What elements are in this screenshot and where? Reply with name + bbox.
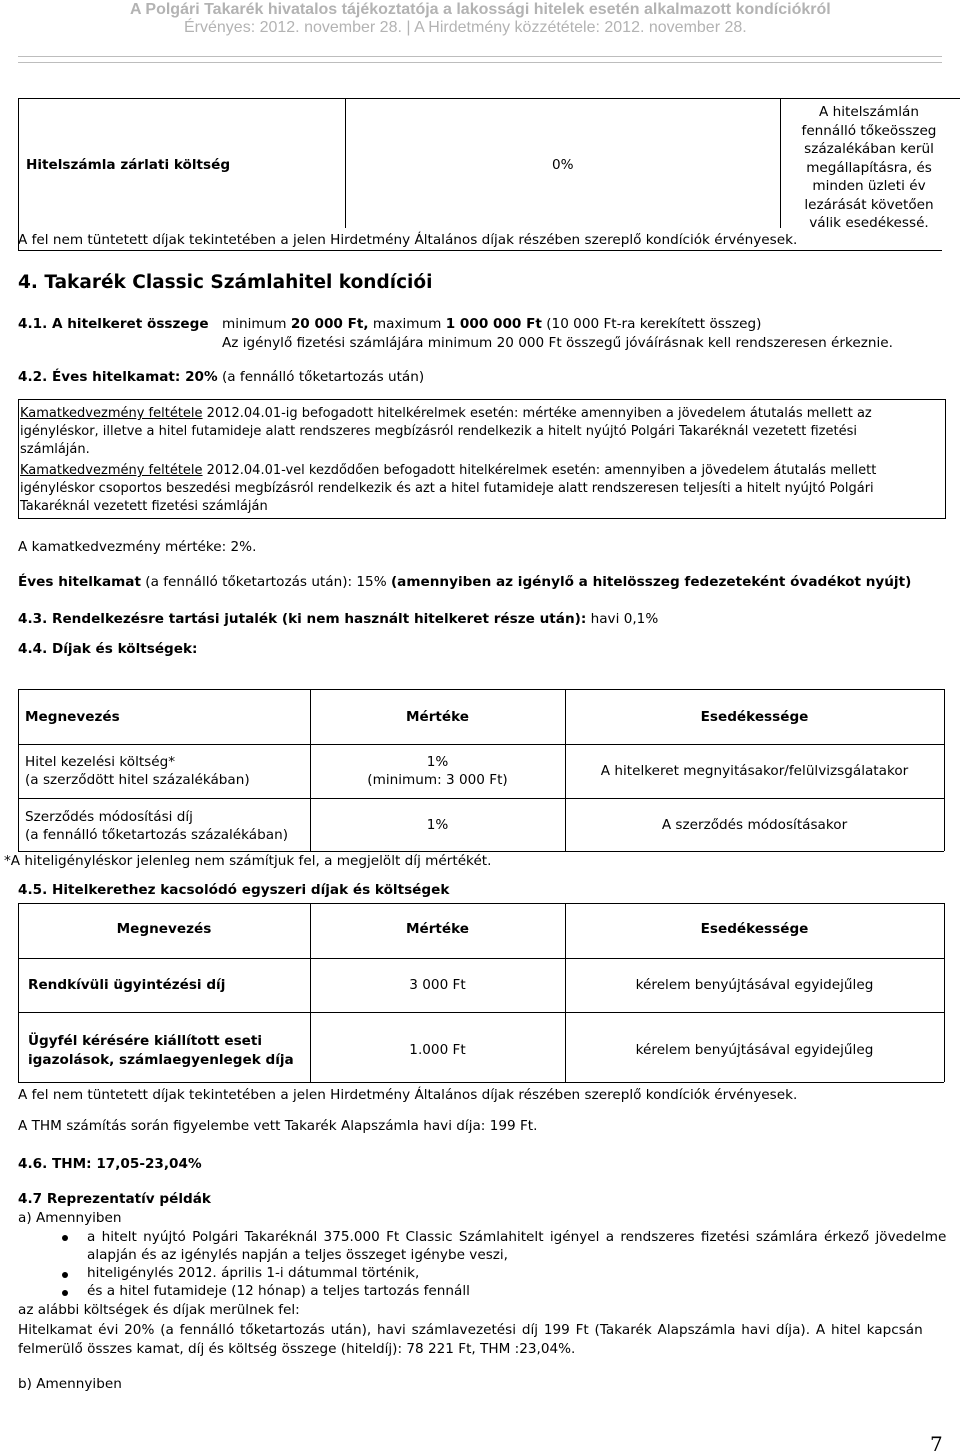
one-off-row-2-rate: 1.000 Ft <box>409 1042 466 1058</box>
discount-condition-1: Kamatkedvezmény feltétele 2012.04.01-ig befogadott hitelkérelmek esetén: mértéke amennyiben a jövedelem átutalás mellett az igényléskor, illetve a hitel futamideje alatt rendszeres megbízásról rendelkezik a hitelt nyújtó Polgári Takaréknál vezetett fizetési számláján. <box>20 406 872 457</box>
one-off-table-row-divider <box>18 1012 944 1013</box>
fee-row-1-due: A hitelkeret megnyitásakor/felülvizsgálatakor <box>600 763 909 779</box>
one-off-table-header-bottom <box>18 958 944 959</box>
fees-table-row-divider <box>18 798 944 799</box>
one-off-header-rate: Mértéke <box>405 921 470 937</box>
header-rule-2 <box>18 62 942 63</box>
one-off-header-name: Megnevezés <box>116 921 212 937</box>
general-fees-note-2: A fel nem tüntetett díjak tekintetében a jelen Hirdetmény Általános díjak részében szereplő kondíciók érvényesek. <box>18 1087 798 1103</box>
one-off-fees-title: 4.5. Hitelkerethez kacsolódó egyszeri díjak és költségek <box>18 882 450 898</box>
fee-row-2-rate: 1% <box>426 817 449 833</box>
thm-account-fee-note: A THM számítás során figyelembe vett Takarék Alapszámla havi díja: 199 Ft. <box>18 1118 538 1134</box>
header-title: A Polgári Takarék hivatalos tájékoztatója a lakossági hitelek esetén alkalmazott kondíciókról <box>130 1 831 18</box>
discount-condition-link: Kamatkedvezmény feltétele <box>20 463 203 478</box>
one-off-table-right <box>944 903 945 1082</box>
annual-interest-row: 4.2. Éves hitelkamat: 20% (a fennálló tőketartozás után) <box>18 369 425 385</box>
discount-rate: A kamatkedvezmény mértéke: 2%. <box>18 539 257 555</box>
credit-line-row <box>18 316 209 332</box>
secured-interest-row: Éves hitelkamat (a fennálló tőketartozás után): 15% (amennyiben az igénylő a hitelösszeg fedezeteként óvadékot nyújt) <box>18 574 912 590</box>
top-table-left-border <box>18 98 19 250</box>
top-table-divider-2 <box>780 98 781 228</box>
one-off-row-1-rate: 3 000 Ft <box>409 977 466 993</box>
example-bullet-1: a hitelt nyújtó Polgári Takaréknál 375.000 Ft Classic Számlahitelt igényel a rendszeres fizetési számlára érkező jövedelme alapján és az igénylés napján a teljes összeget igénybe veszi, <box>87 1229 947 1263</box>
fees-table-left <box>18 689 19 851</box>
one-off-table-top <box>18 903 944 904</box>
one-off-table-bottom <box>18 1082 944 1083</box>
bullet-icon <box>62 1235 68 1241</box>
fees-table-header-bottom <box>18 744 944 745</box>
closing-cost-note: A hitelszámlán fennálló tőkeösszeg százalékában kerül megállapításra, és minden üzleti év lezárását követően válik esedékessé. <box>801 104 937 231</box>
header-validity: Érvényes: 2012. november 28. | A Hirdetmény közzététele: 2012. november 28. <box>184 19 747 36</box>
credit-line-amount: minimum 20 000 Ft, maximum 1 000 000 Ft (10 000 Ft-ra kerekített összeg) <box>222 316 762 332</box>
one-off-header-due: Esedékessége <box>700 921 809 937</box>
header-rule <box>18 56 942 57</box>
one-off-row-1-name: Rendkívüli ügyintézési díj <box>28 977 226 993</box>
fees-table-bottom <box>18 851 944 852</box>
one-off-row-2-name: Ügyfél kérésére kiállított eseti igazolások, számlaegyenlegek díja <box>28 1033 294 1068</box>
thm-range: 4.6. THM: 17,05-23,04% <box>18 1156 202 1172</box>
example-a-label: a) Amennyiben <box>18 1210 122 1226</box>
fees-table-top <box>18 689 944 690</box>
fees-header-name: Megnevezés <box>25 709 120 725</box>
section-4-title: 4. Takarék Classic Számlahitel kondíciói <box>18 272 433 293</box>
example-bullet-2: hiteligénylés 2012. április 1-i dátummal történik, <box>87 1265 420 1281</box>
example-a-summary: Hitelkamat évi 20% (a fennálló tőketartozás után), havi számlavezetési díj 199 Ft (Takarék Alapszámla havi díja). A hitel kapcsán felmerülő összes kamat, díj és költség összege (hiteldíj): 78 221 Ft, THM :23,04%. <box>18 1322 923 1357</box>
fees-footnote: *A hiteligényléskor jelenleg nem számítjuk fel, a megjelölt díj mértékét. <box>4 853 492 869</box>
top-table-bottom-border <box>18 250 942 251</box>
fees-section-title: 4.4. Díjak és költségek: <box>18 641 198 657</box>
fees-table-right <box>944 689 945 851</box>
credit-line-label: 4.1. A hitelkeret összege <box>18 316 209 332</box>
fee-row-2-due: A szerződés módosításakor <box>661 817 848 833</box>
page-number: 7 <box>930 1432 943 1456</box>
example-b-label: b) Amennyiben <box>18 1376 122 1392</box>
credit-line-requirement: Az igénylő fizetési számlájára minimum 20 000 Ft összegű jóváírásnak kell rendszeresen érkeznie. <box>222 335 893 351</box>
bullet-icon <box>62 1290 68 1296</box>
discount-condition-2: Kamatkedvezmény feltétele 2012.04.01-vel kezdődően befogadott hitelkérelmek esetén: amennyiben a jövedelem átutalás mellett igényléskor csoportos beszedési megbízásról rendelkezik és azt a hitel futamideje alatt rendszeresen teljesíti a hitelt nyújtó Polgári Takaréknál vezetett fizetési számláján <box>20 463 877 514</box>
following-fees-label: az alábbi költségek és díjak merülnek fel: <box>18 1302 300 1318</box>
fee-row-1-name: Hitel kezelési költség* (a szerződött hitel százalékában) <box>25 754 250 788</box>
closing-cost-value: 0% <box>552 157 574 173</box>
general-fees-note: A fel nem tüntetett díjak tekintetében a jelen Hirdetmény Általános díjak részében szereplő kondíciók érvényesek. <box>18 232 798 248</box>
discount-condition-link: Kamatkedvezmény feltétele <box>20 406 203 421</box>
top-table-divider-1 <box>345 98 346 228</box>
one-off-row-2-due: kérelem benyújtásával egyidejűleg <box>635 1042 874 1058</box>
top-table-top-border <box>18 98 960 99</box>
example-bullet-3: és a hitel futamideje (12 hónap) a teljes tartozás fennáll <box>87 1283 470 1299</box>
one-off-row-1-due: kérelem benyújtásával egyidejűleg <box>635 977 874 993</box>
bullet-icon <box>62 1272 68 1278</box>
examples-title: 4.7 Reprezentatív példák <box>18 1191 211 1207</box>
fees-header-rate: Mértéke <box>405 709 470 725</box>
commitment-fee-row: 4.3. Rendelkezésre tartási jutalék (ki nem használt hitelkeret része után): havi 0,1% <box>18 611 659 627</box>
closing-cost-label: Hitelszámla zárlati költség <box>26 157 231 173</box>
fee-row-2-name: Szerződés módosítási díj (a fennálló tőketartozás százalékában) <box>25 809 289 843</box>
fees-header-due: Esedékessége <box>700 709 809 725</box>
fee-row-1-rate: 1% (minimum: 3 000 Ft) <box>367 754 508 788</box>
